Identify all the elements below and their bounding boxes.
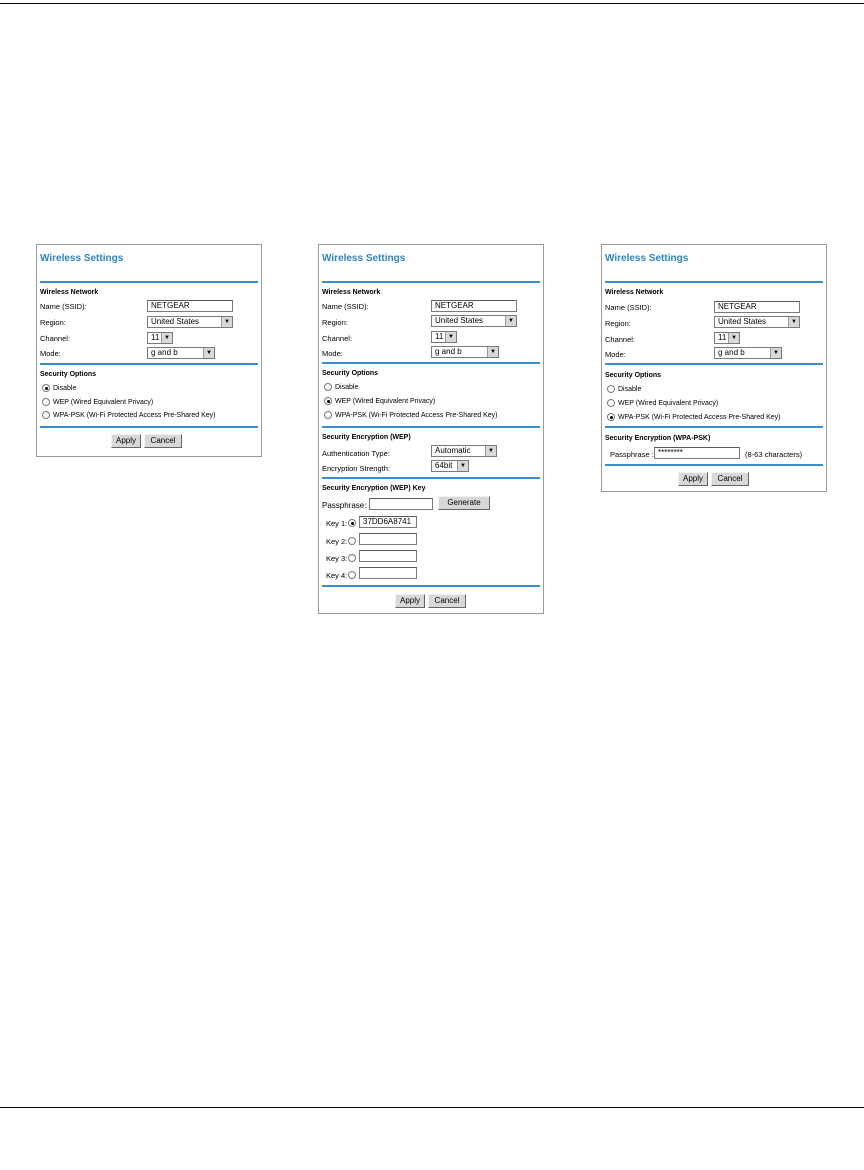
wep-key-heading: Security Encryption (WEP) Key xyxy=(322,485,426,492)
radio-checked-icon[interactable] xyxy=(324,397,332,405)
region-select[interactable] xyxy=(147,316,233,328)
ssid-input[interactable]: NETGEAR xyxy=(714,301,800,313)
radio-icon[interactable] xyxy=(607,399,615,407)
wireless-settings-panel-wep xyxy=(318,244,544,614)
option-wep[interactable] xyxy=(324,397,435,405)
apply-button[interactable]: Apply xyxy=(111,434,141,448)
divider xyxy=(322,281,540,283)
encryption-strength-select[interactable] xyxy=(431,460,469,472)
option-wpa-psk[interactable] xyxy=(607,413,780,421)
mode-value: g and b xyxy=(718,348,745,357)
option-wep[interactable] xyxy=(607,399,718,407)
key3-label: Key 3: xyxy=(326,554,348,563)
radio-icon[interactable] xyxy=(42,398,50,406)
option-wpa-psk[interactable] xyxy=(324,411,497,419)
wireless-network-heading: Wireless Network xyxy=(322,289,381,296)
security-options-heading: Security Options xyxy=(605,372,662,379)
option-disable[interactable] xyxy=(324,383,358,391)
generate-button[interactable]: Generate xyxy=(438,496,490,510)
wireless-network-heading: Wireless Network xyxy=(605,289,664,296)
mode-select[interactable] xyxy=(147,347,215,359)
option-label: WPA-PSK (Wi-Fi Protected Access Pre-Shared Key) xyxy=(53,411,216,419)
panel-title: Wireless Settings xyxy=(40,253,124,264)
wpa-encryption-heading: Security Encryption (WPA-PSK) xyxy=(605,435,711,442)
channel-value: 11 xyxy=(435,332,444,341)
option-label: Disable xyxy=(53,384,77,392)
wep-encryption-heading: Security Encryption (WEP) xyxy=(322,434,411,441)
mode-value: g and b xyxy=(435,347,462,356)
region-select[interactable] xyxy=(714,316,800,328)
key4-label: Key 4: xyxy=(326,571,348,580)
channel-value: 11 xyxy=(151,333,160,342)
key1-radio-checked-icon[interactable] xyxy=(348,519,356,527)
divider xyxy=(605,281,823,283)
divider xyxy=(40,426,258,428)
mode-select[interactable] xyxy=(431,346,499,358)
encryption-strength-label: Encryption Strength: xyxy=(322,464,390,473)
key3-input[interactable] xyxy=(359,550,417,562)
option-label: WPA-PSK (Wi-Fi Protected Access Pre-Shared Key) xyxy=(335,411,498,419)
divider xyxy=(322,426,540,428)
panel-title: Wireless Settings xyxy=(605,253,689,264)
radio-checked-icon[interactable] xyxy=(607,413,615,421)
chevron-down-icon: ▼ xyxy=(487,347,498,357)
channel-select[interactable] xyxy=(431,331,457,343)
chevron-down-icon: ▼ xyxy=(203,348,214,358)
chevron-down-icon: ▼ xyxy=(221,317,232,327)
key3-radio-icon[interactable] xyxy=(348,554,356,562)
passphrase-label: Passphrase : xyxy=(610,450,654,459)
channel-label: Channel: xyxy=(322,334,353,343)
radio-icon[interactable] xyxy=(42,411,50,419)
divider xyxy=(322,585,540,587)
channel-label: Channel: xyxy=(605,335,636,344)
panel-title: Wireless Settings xyxy=(322,253,406,264)
divider xyxy=(40,363,258,365)
region-value: United States xyxy=(435,316,484,325)
cancel-button[interactable]: Cancel xyxy=(144,434,182,448)
radio-icon[interactable] xyxy=(324,411,332,419)
divider xyxy=(322,477,540,479)
region-label: Region: xyxy=(40,318,66,327)
option-label: Disable xyxy=(618,385,642,393)
auth-type-value: Automatic xyxy=(435,446,471,455)
option-wep[interactable] xyxy=(42,398,153,406)
mode-label: Mode: xyxy=(322,349,343,358)
radio-icon[interactable] xyxy=(324,383,332,391)
region-value: United States xyxy=(151,317,200,326)
key2-input[interactable] xyxy=(359,533,417,545)
divider xyxy=(40,281,258,283)
option-disable[interactable] xyxy=(42,384,76,392)
mode-label: Mode: xyxy=(605,350,626,359)
region-label: Region: xyxy=(322,318,348,327)
key2-radio-icon[interactable] xyxy=(348,537,356,545)
passphrase-label: Passphrase: xyxy=(322,501,367,510)
ssid-label: Name (SSID): xyxy=(40,302,87,311)
security-options-heading: Security Options xyxy=(322,370,379,377)
cancel-button[interactable]: Cancel xyxy=(428,594,466,608)
channel-value: 11 xyxy=(718,333,727,342)
option-label: WEP (Wired Equivalent Privacy) xyxy=(53,398,154,406)
radio-icon[interactable] xyxy=(607,385,615,393)
encryption-strength-value: 64bit xyxy=(435,461,453,470)
divider xyxy=(322,362,540,364)
region-value: United States xyxy=(718,317,767,326)
radio-checked-icon[interactable] xyxy=(42,384,50,392)
chevron-down-icon: ▼ xyxy=(485,446,496,456)
auth-type-label: Authentication Type: xyxy=(322,449,390,458)
divider xyxy=(605,426,823,428)
ssid-label: Name (SSID): xyxy=(322,302,369,311)
key4-input[interactable] xyxy=(359,567,417,579)
channel-label: Channel: xyxy=(40,334,71,343)
channel-select[interactable] xyxy=(714,332,740,344)
apply-button[interactable]: Apply xyxy=(678,472,708,486)
wireless-settings-panel-disable xyxy=(36,244,262,457)
chevron-down-icon: ▼ xyxy=(505,316,516,326)
key2-label: Key 2: xyxy=(326,537,348,546)
ssid-input[interactable]: NETGEAR xyxy=(431,300,517,312)
option-wpa-psk[interactable] xyxy=(42,411,215,419)
chevron-down-icon: ▼ xyxy=(457,461,468,471)
auth-type-select[interactable] xyxy=(431,445,497,457)
chevron-down-icon: ▼ xyxy=(728,333,739,343)
key4-radio-icon[interactable] xyxy=(348,571,356,579)
mode-select[interactable] xyxy=(714,347,782,359)
mode-value: g and b xyxy=(151,348,178,357)
chevron-down-icon: ▼ xyxy=(788,317,799,327)
footer-rule xyxy=(0,1107,864,1108)
key1-label: Key 1: xyxy=(326,519,348,528)
option-label: Disable xyxy=(335,383,359,391)
region-select[interactable] xyxy=(431,315,517,327)
wpa-passphrase-input[interactable]: ******** xyxy=(654,447,740,459)
apply-button[interactable]: Apply xyxy=(395,594,425,608)
wireless-settings-panel-wpa-psk xyxy=(601,244,827,492)
option-label: WEP (Wired Equivalent Privacy) xyxy=(618,399,719,407)
cancel-button[interactable]: Cancel xyxy=(711,472,749,486)
wireless-network-heading: Wireless Network xyxy=(40,289,99,296)
divider xyxy=(605,363,823,365)
header-rule xyxy=(0,3,864,4)
option-disable[interactable] xyxy=(607,385,641,393)
ssid-label: Name (SSID): xyxy=(605,303,652,312)
chevron-down-icon: ▼ xyxy=(770,348,781,358)
divider xyxy=(605,464,823,466)
mode-label: Mode: xyxy=(40,349,61,358)
option-label: WPA-PSK (Wi-Fi Protected Access Pre-Shared Key) xyxy=(618,413,781,421)
passphrase-hint: (8-63 characters) xyxy=(745,450,803,459)
key1-input[interactable]: 37DD6A8741 xyxy=(359,516,417,528)
region-label: Region: xyxy=(605,319,631,328)
chevron-down-icon: ▼ xyxy=(445,332,456,342)
security-options-heading: Security Options xyxy=(40,371,97,378)
chevron-down-icon: ▼ xyxy=(161,333,172,343)
option-label: WEP (Wired Equivalent Privacy) xyxy=(335,397,436,405)
wep-passphrase-input[interactable] xyxy=(369,498,433,510)
channel-select[interactable] xyxy=(147,332,173,344)
ssid-input[interactable]: NETGEAR xyxy=(147,300,233,312)
